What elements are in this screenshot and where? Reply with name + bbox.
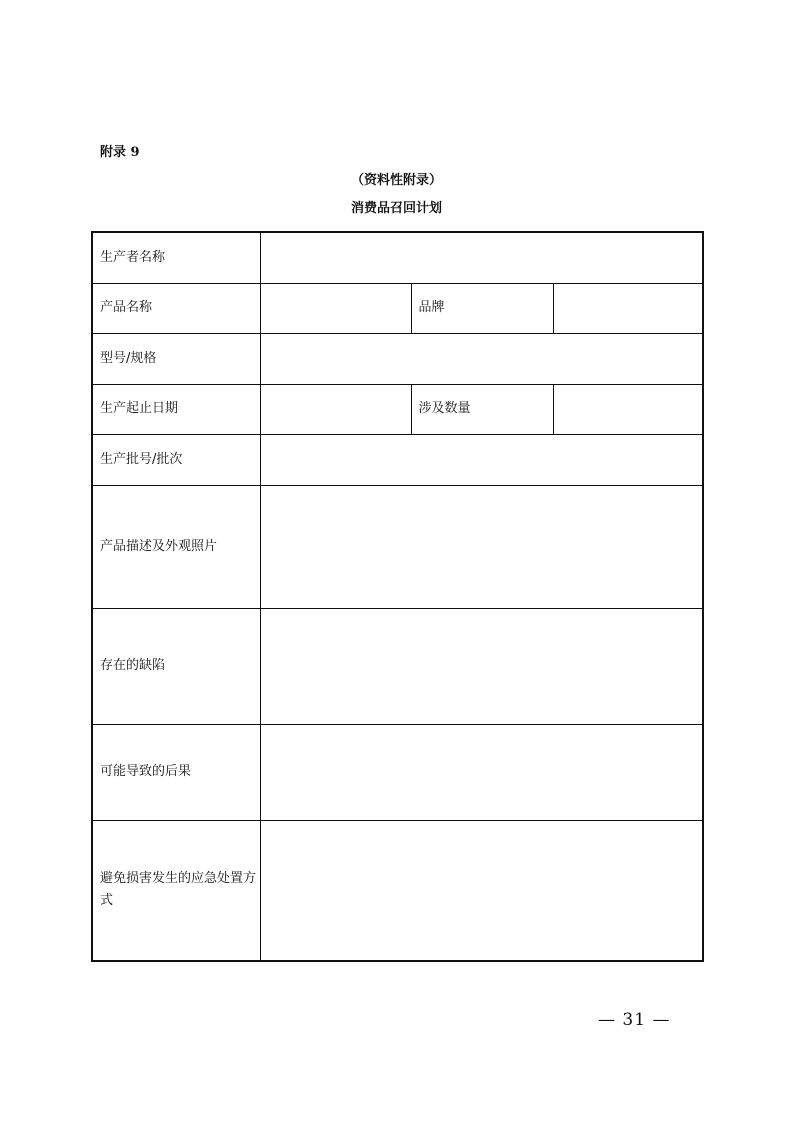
- form-row-defect: [92, 608, 703, 724]
- document-subtitle: （资料性附录）: [350, 173, 442, 188]
- description-field[interactable]: [260, 485, 703, 608]
- form-row-emergency: [92, 820, 703, 961]
- product-name-field[interactable]: [260, 283, 411, 333]
- product-name-label: 产品名称: [92, 283, 260, 333]
- model-label: 型号/规格: [92, 333, 260, 384]
- form-row-product: [92, 283, 703, 333]
- recall-plan-form: [91, 231, 704, 962]
- producer-name-label: 生产者名称: [92, 232, 260, 283]
- form-row-batch: [92, 434, 703, 485]
- page-number: — 31 —: [598, 1010, 671, 1030]
- producer-name-field[interactable]: [260, 232, 703, 283]
- brand-label: 品牌: [411, 283, 553, 333]
- production-dates-field[interactable]: [260, 384, 411, 434]
- batch-label: 生产批号/批次: [92, 434, 260, 485]
- form-row-consequences: [92, 724, 703, 820]
- brand-field[interactable]: [553, 283, 703, 333]
- document-title: 消费品召回计划: [350, 201, 442, 216]
- description-label: 产品描述及外观照片: [92, 485, 260, 608]
- form-row-description: [92, 485, 703, 608]
- form-row-producer: [92, 232, 703, 283]
- consequences-label: 可能导致的后果: [92, 724, 260, 820]
- quantity-label: 涉及数量: [411, 384, 553, 434]
- production-dates-label: 生产起止日期: [92, 384, 260, 434]
- form-row-model: [92, 333, 703, 384]
- quantity-field[interactable]: [553, 384, 703, 434]
- consequences-field[interactable]: [260, 724, 703, 820]
- batch-field[interactable]: [260, 434, 703, 485]
- appendix-label: 附录 9: [100, 145, 140, 160]
- defect-label: 存在的缺陷: [92, 608, 260, 724]
- defect-field[interactable]: [260, 608, 703, 724]
- form-row-dates: [92, 384, 703, 434]
- emergency-label: 避免损害发生的应急处置方式: [92, 820, 260, 961]
- emergency-field[interactable]: [260, 820, 703, 961]
- model-field[interactable]: [260, 333, 703, 384]
